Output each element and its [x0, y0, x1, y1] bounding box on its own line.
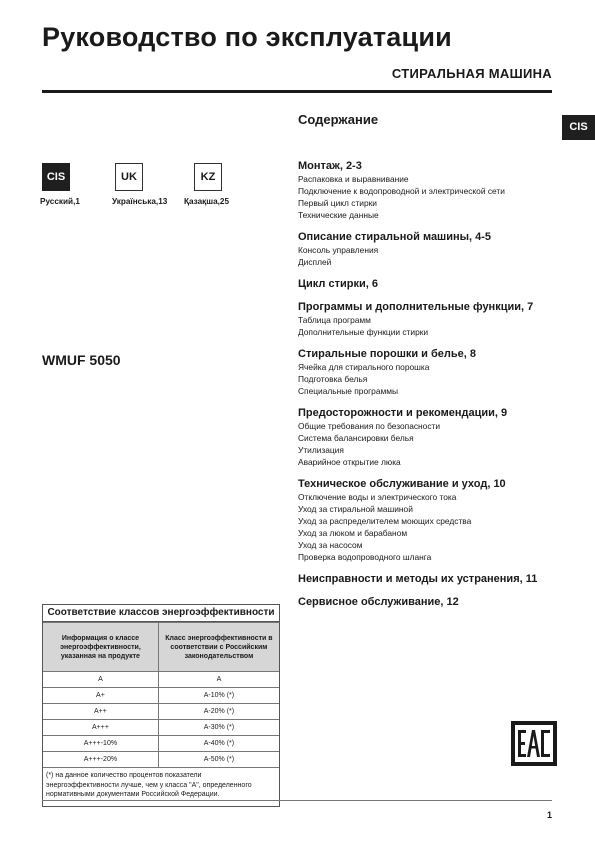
energy-table-header-russian: Класс энергоэффективности в соответствии с Российским законодательством	[158, 623, 279, 672]
energy-table-title: Соответствие классов энергоэффективности	[43, 605, 279, 622]
toc-item[interactable]: Консоль управления	[298, 245, 379, 255]
document-title: Руководство по эксплуатации	[42, 22, 452, 52]
model-name: WMUF 5050	[42, 352, 121, 368]
toc-section-title[interactable]: Неисправности и методы их устранения, 11	[298, 573, 538, 585]
energy-table-note: (*) на данное количество процентов показатели энергоэффективности лучше, чем у класса "A", определенного нормативными документами Российской Федерации.	[46, 772, 252, 798]
energy-class-table	[42, 604, 280, 807]
russian-class-cell: A-40% (*)	[158, 736, 279, 752]
toc-item[interactable]: Система балансировки белья	[298, 433, 414, 443]
table-of-contents	[298, 112, 560, 618]
toc-section	[298, 300, 560, 338]
toc-heading: Содержание	[298, 112, 379, 127]
product-class-cell: A+++-10%	[43, 736, 158, 752]
side-language-tab: CIS	[562, 115, 595, 140]
toc-item[interactable]: Утилизация	[298, 445, 344, 455]
product-class-cell: A	[43, 672, 158, 688]
table-row	[43, 672, 279, 688]
toc-item[interactable]: Подключение к водопроводной и электрической сети	[298, 186, 505, 196]
toc-section	[298, 477, 560, 563]
toc-item[interactable]: Подготовка белья	[298, 374, 368, 384]
toc-item[interactable]: Уход за люком и барабаном	[298, 528, 408, 538]
eac-mark-icon	[511, 721, 557, 766]
product-class-cell: A+	[43, 688, 158, 704]
toc-item[interactable]: Уход за стиральной машиной	[298, 504, 413, 514]
page-number: 1	[546, 810, 552, 820]
language-selector	[38, 163, 258, 213]
toc-section-title[interactable]: Стиральные порошки и белье, 8	[298, 348, 477, 360]
product-class-cell: A++	[43, 704, 158, 720]
toc-section-title[interactable]: Программы и дополнительные функции, 7	[298, 301, 534, 313]
toc-item[interactable]: Общие требования по безопасности	[298, 421, 441, 431]
table-row	[43, 736, 279, 752]
toc-item[interactable]: Специальные программы	[298, 386, 399, 396]
toc-section	[298, 277, 560, 291]
table-row	[43, 688, 279, 704]
toc-item[interactable]: Уход за распределителем моющих средства	[298, 516, 472, 526]
russian-class-cell: A-50% (*)	[158, 752, 279, 768]
russian-class-cell: A-10% (*)	[158, 688, 279, 704]
russian-class-cell: A	[158, 672, 279, 688]
toc-section-title[interactable]: Описание стиральной машины, 4-5	[298, 231, 492, 243]
toc-item[interactable]: Технические данные	[298, 210, 379, 220]
energy-table-grid	[43, 622, 279, 768]
toc-section-title[interactable]: Цикл стирки, 6	[298, 278, 378, 290]
language-label-cis[interactable]: Русский,1	[40, 197, 80, 206]
russian-class-cell: A-30% (*)	[158, 720, 279, 736]
language-code-cis[interactable]: CIS	[42, 163, 70, 191]
toc-item[interactable]: Уход за насосом	[298, 540, 363, 550]
language-label-kz[interactable]: Қазақша,25	[184, 197, 230, 206]
toc-section-title[interactable]: Предосторожности и рекомендации, 9	[298, 407, 508, 419]
toc-item[interactable]: Ячейка для стирального порошка	[298, 362, 430, 372]
toc-item[interactable]: Отключение воды и электрического тока	[298, 492, 457, 502]
toc-section	[298, 230, 560, 268]
toc-section	[298, 595, 560, 609]
language-code-uk[interactable]: UK	[115, 163, 143, 191]
table-row	[43, 752, 279, 768]
footer-rule	[42, 800, 552, 801]
header-rule	[42, 90, 552, 93]
toc-item[interactable]: Первый цикл стирки	[298, 198, 377, 208]
toc-item[interactable]: Дополнительные функции стирки	[298, 327, 429, 337]
toc-section-title[interactable]: Монтаж, 2-3	[298, 160, 362, 172]
product-class-cell: A+++-20%	[43, 752, 158, 768]
toc-item[interactable]: Проверка водопроводного шланга	[298, 552, 432, 562]
table-row	[43, 720, 279, 736]
toc-section	[298, 406, 560, 468]
language-label-uk[interactable]: Українська,13	[112, 197, 168, 206]
toc-section	[298, 159, 560, 221]
toc-item[interactable]: Аварийное открытие люка	[298, 457, 401, 467]
table-row	[43, 704, 279, 720]
document-subtitle: СТИРАЛЬНАЯ МАШИНА	[391, 66, 552, 81]
product-class-cell: A+++	[43, 720, 158, 736]
energy-table-header-product: Информация о классе энергоэффективности, указанная на продукте	[43, 623, 158, 672]
toc-section-list	[298, 159, 560, 609]
toc-item[interactable]: Распаковка и выравнивание	[298, 174, 409, 184]
language-code-kz[interactable]: KZ	[194, 163, 222, 191]
toc-section	[298, 347, 560, 397]
toc-section	[298, 572, 560, 586]
toc-section-title[interactable]: Сервисное обслуживание, 12	[298, 596, 459, 608]
toc-section-title[interactable]: Техническое обслуживание и уход, 10	[298, 478, 506, 490]
toc-item[interactable]: Таблица программ	[298, 315, 371, 325]
russian-class-cell: A-20% (*)	[158, 704, 279, 720]
toc-item[interactable]: Дисплей	[298, 257, 332, 267]
